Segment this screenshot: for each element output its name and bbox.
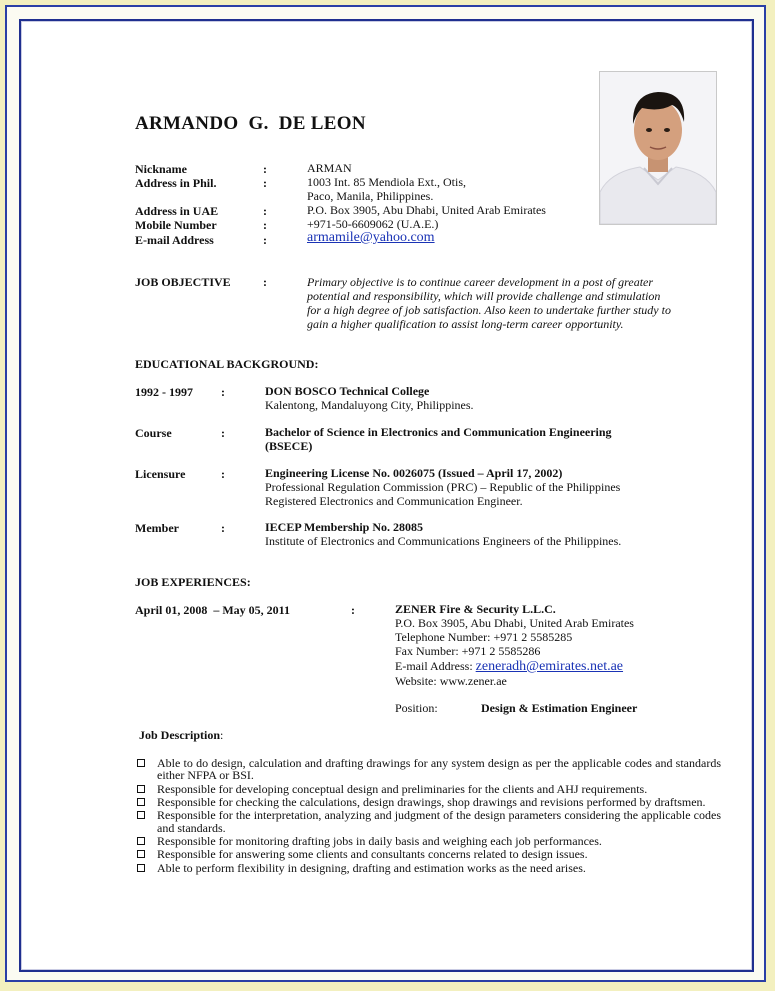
- checkbox-bullet-icon: [137, 798, 145, 806]
- course-label: Course: [135, 426, 172, 440]
- list-item-text: Responsible for the interpretation, analyzing and judgment of the design parameters considering the applicable codes and standards.: [157, 808, 721, 835]
- company-fax: Fax Number: +971 2 5585286: [395, 644, 541, 658]
- company-website: Website: www.zener.ae: [395, 674, 507, 688]
- colon: :: [351, 603, 355, 617]
- colon: :: [221, 426, 225, 440]
- list-item: [137, 848, 721, 860]
- list-item-text: Able to perform flexibility in designing, drafting and estimation works as the need arises.: [157, 860, 586, 875]
- email-link[interactable]: armamile@yahoo.com: [307, 230, 435, 245]
- address-phil-label: Address in Phil.: [135, 176, 217, 190]
- list-item-text: Responsible for checking the calculations, design drawings, shop drawings and revisions performed by draftsmen.: [157, 794, 706, 809]
- membership-line2: Institute of Electronics and Communications Engineers of the Philippines.: [265, 534, 622, 548]
- address-uae-value: P.O. Box 3905, Abu Dhabi, United Arab Emirates: [307, 203, 546, 217]
- resume-page: [19, 19, 754, 972]
- checkbox-bullet-icon: [137, 850, 145, 858]
- colon: :: [263, 176, 267, 190]
- colon: :: [221, 521, 225, 535]
- address-phil-line1: 1003 Int. 85 Mendiola Ext., Otis,: [307, 175, 466, 189]
- objective-line: gain a higher qualification to assist long-term career opportunity.: [307, 317, 624, 331]
- experience-period: April 01, 2008 – May 05, 2011: [135, 603, 290, 617]
- school-address: Kalentong, Mandaluyong City, Philippines.: [265, 398, 474, 412]
- company-name: ZENER Fire & Security L.L.C.: [395, 602, 556, 616]
- school-name: DON BOSCO Technical College: [265, 384, 430, 398]
- list-item: [137, 757, 721, 781]
- list-item-text: Able to do design, calculation and drafting drawings for any system design as per the applicable codes and standards either NFPA or BSI.: [157, 756, 721, 783]
- experience-heading: JOB EXPERIENCES:: [135, 575, 251, 589]
- job-description-title: Job Description: [139, 728, 220, 742]
- checkbox-bullet-icon: [137, 811, 145, 819]
- company-email-link[interactable]: zeneradh@emirates.net.ae: [475, 659, 624, 674]
- checkbox-bullet-icon: [137, 837, 145, 845]
- document-frame: [5, 5, 766, 982]
- position-title: Design & Estimation Engineer: [481, 701, 638, 715]
- objective-line: for a high degree of job satisfaction. Also keen to undertake further study to: [307, 303, 671, 317]
- colon: :: [263, 275, 267, 289]
- address-uae-label: Address in UAE: [135, 204, 219, 218]
- license-line3: Registered Electronics and Communication Engineer.: [265, 494, 523, 508]
- checkbox-bullet-icon: [137, 759, 145, 767]
- job-description-heading: [139, 729, 223, 743]
- objective-label: JOB OBJECTIVE: [135, 275, 231, 289]
- objective-line: Primary objective is to continue career development in a post of greater: [307, 275, 654, 289]
- nickname-value: ARMAN: [307, 161, 352, 175]
- colon: :: [221, 385, 225, 399]
- list-item-text: Responsible for developing conceptual design and preliminaries for the clients and AHJ requirements.: [157, 781, 648, 796]
- checkbox-bullet-icon: [137, 785, 145, 793]
- list-item: [137, 796, 721, 808]
- applicant-name: ARMANDO G. DE LEON: [135, 113, 366, 134]
- email-label: E-mail Address: [135, 233, 214, 247]
- address-phil-line2: Paco, Manila, Philippines.: [307, 189, 434, 203]
- company-address: P.O. Box 3905, Abu Dhabi, United Arab Emirates: [395, 616, 634, 630]
- job-description-colon: :: [220, 728, 224, 742]
- education-years: 1992 - 1997: [135, 385, 193, 399]
- list-item: [137, 809, 721, 833]
- list-item: [137, 862, 721, 874]
- education-heading: EDUCATIONAL BACKGROUND:: [135, 357, 319, 371]
- colon: :: [263, 233, 267, 247]
- company-telephone: Telephone Number: +971 2 5585285: [395, 630, 573, 644]
- course-line2: (BSECE): [265, 439, 313, 453]
- colon: :: [263, 218, 267, 232]
- checkbox-bullet-icon: [137, 864, 145, 872]
- member-label: Member: [135, 521, 179, 535]
- portrait-image: [600, 72, 716, 224]
- mobile-value: +971-50-6609062 (U.A.E.): [307, 217, 439, 231]
- company-email-prefix: E-mail Address:: [395, 659, 476, 673]
- course-line1: Bachelor of Science in Electronics and Communication Engineering: [265, 425, 612, 439]
- list-item-text: Responsible for answering some clients and consultants concerns related to design issues.: [157, 847, 588, 862]
- company-email-row: [395, 660, 623, 674]
- licensure-label: Licensure: [135, 467, 186, 481]
- nickname-label: Nickname: [135, 162, 187, 176]
- objective-line: potential and responsibility, which will provide challenge and stimulation: [307, 289, 661, 303]
- profile-photo: [599, 71, 717, 225]
- list-item: [137, 835, 721, 847]
- license-number: Engineering License No. 0026075 (Issued – April 17, 2002): [265, 466, 563, 480]
- position-label: Position:: [395, 701, 438, 715]
- mobile-label: Mobile Number: [135, 218, 217, 232]
- membership-number: IECEP Membership No. 28085: [265, 520, 424, 534]
- job-description-list: [137, 757, 721, 875]
- colon: :: [263, 204, 267, 218]
- colon: :: [221, 467, 225, 481]
- colon: :: [263, 162, 267, 176]
- license-line2: Professional Regulation Commission (PRC) – Republic of the Philippines: [265, 480, 621, 494]
- list-item-text: Responsible for monitoring drafting jobs in daily basis and weighing each job performances.: [157, 833, 602, 848]
- list-item: [137, 783, 721, 795]
